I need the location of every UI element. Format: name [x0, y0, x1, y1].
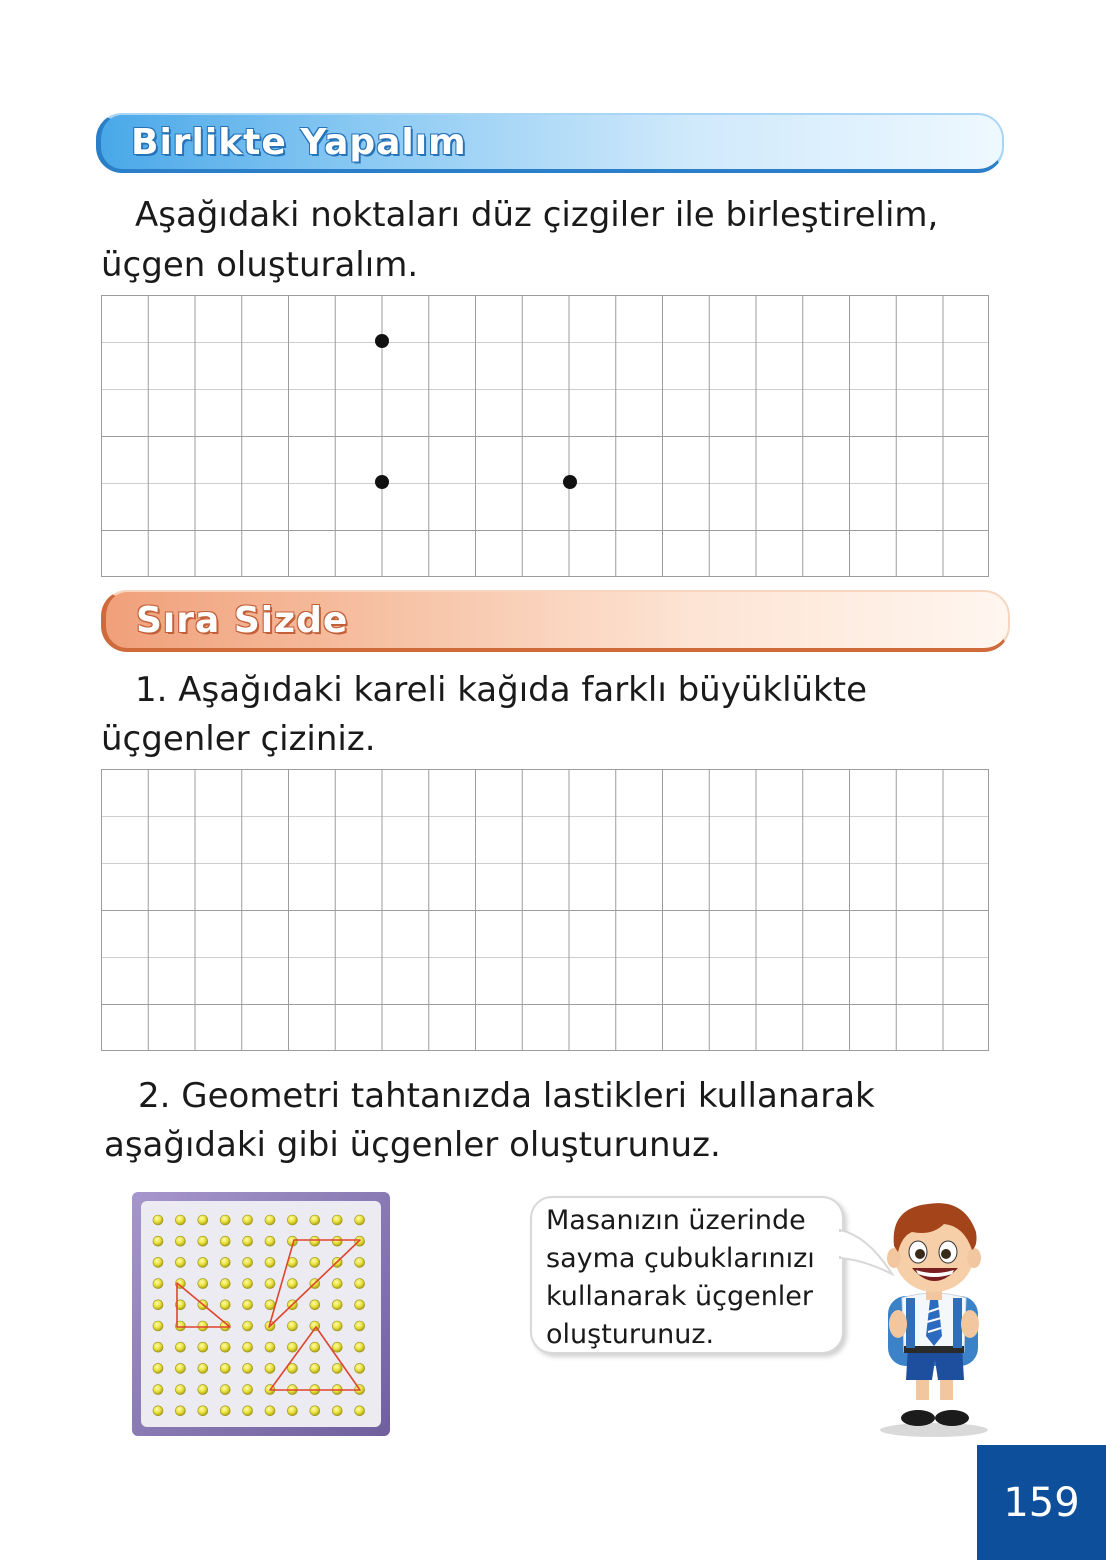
geoboard-peg: [310, 1257, 320, 1267]
geoboard-peg: [243, 1385, 253, 1395]
geoboard-peg: [310, 1300, 320, 1310]
geoboard-peg: [265, 1406, 275, 1416]
geoboard-image: [132, 1192, 392, 1438]
geoboard-peg: [332, 1236, 342, 1246]
geoboard-peg: [198, 1321, 208, 1331]
geoboard-peg: [175, 1215, 185, 1225]
geoboard-peg: [265, 1300, 275, 1310]
geoboard-peg: [332, 1363, 342, 1373]
geoboard-peg: [355, 1321, 365, 1331]
instruction-line-1: Aşağıdaki noktaları düz çizgiler ile birleştirelim,: [135, 195, 939, 235]
geoboard-peg: [153, 1406, 163, 1416]
geoboard-peg: [220, 1342, 230, 1352]
geoboard-peg: [355, 1363, 365, 1373]
dot-grid-paper: [101, 295, 989, 577]
geoboard-peg: [175, 1406, 185, 1416]
geoboard-peg: [243, 1342, 253, 1352]
geoboard-peg: [332, 1215, 342, 1225]
geoboard-peg: [175, 1236, 185, 1246]
geoboard-peg: [175, 1342, 185, 1352]
item2-line-2: aşağıdaki gibi üçgenler oluşturunuz.: [104, 1125, 721, 1165]
geoboard-peg: [153, 1215, 163, 1225]
geoboard-peg: [287, 1279, 297, 1289]
geoboard-peg: [310, 1363, 320, 1373]
geoboard-peg: [265, 1236, 275, 1246]
geoboard-peg: [220, 1236, 230, 1246]
speech-bubble: [530, 1196, 844, 1354]
geoboard-peg: [287, 1215, 297, 1225]
sira-sizde-banner: [101, 590, 1010, 652]
geoboard-peg: [332, 1406, 342, 1416]
geoboard-peg: [153, 1300, 163, 1310]
geoboard-peg: [332, 1342, 342, 1352]
geoboard-peg: [198, 1342, 208, 1352]
geoboard-peg: [220, 1363, 230, 1373]
geoboard-peg: [355, 1300, 365, 1310]
geoboard-peg: [355, 1257, 365, 1267]
geoboard-peg: [310, 1236, 320, 1246]
geoboard-peg: [265, 1215, 275, 1225]
geoboard-peg: [332, 1321, 342, 1331]
item1-line-2: üçgenler çiziniz.: [101, 719, 376, 759]
bubble-line-2: sayma çubuklarınızı: [546, 1243, 815, 1274]
geoboard-peg: [153, 1257, 163, 1267]
bubble-line-1: Masanızın üzerinde: [546, 1205, 806, 1236]
geoboard-peg: [287, 1321, 297, 1331]
geoboard-peg: [243, 1321, 253, 1331]
geoboard-peg: [220, 1300, 230, 1310]
geoboard-peg: [198, 1257, 208, 1267]
geoboard-peg: [310, 1215, 320, 1225]
geoboard-peg: [153, 1236, 163, 1246]
geoboard-peg: [175, 1363, 185, 1373]
geoboard-peg: [198, 1236, 208, 1246]
geoboard-peg: [198, 1215, 208, 1225]
geoboard-peg: [220, 1385, 230, 1395]
geoboard-peg: [220, 1257, 230, 1267]
geoboard-peg: [310, 1342, 320, 1352]
geoboard-peg: [355, 1279, 365, 1289]
geoboard-peg: [220, 1279, 230, 1289]
grid-dot: [375, 475, 389, 489]
geoboard-peg: [243, 1279, 253, 1289]
geoboard-peg: [175, 1257, 185, 1267]
geoboard-peg: [153, 1342, 163, 1352]
geoboard-peg: [243, 1236, 253, 1246]
geoboard-peg: [265, 1279, 275, 1289]
geoboard-peg: [265, 1342, 275, 1352]
birlikte-yapalim-banner: [96, 113, 1004, 173]
bubble-line-4: oluşturunuz.: [546, 1319, 715, 1350]
grid-dot: [563, 475, 577, 489]
geoboard-peg: [332, 1279, 342, 1289]
geoboard-peg: [243, 1257, 253, 1267]
instruction-line-2: üçgen oluşturalım.: [101, 245, 419, 285]
banner-title: Sıra Sizde: [136, 599, 349, 641]
item1-line-1: 1. Aşağıdaki kareli kağıda farklı büyüklükte: [135, 670, 867, 710]
geoboard-peg: [243, 1300, 253, 1310]
boy-character-illustration: [872, 1196, 992, 1438]
item2-line-1: 2. Geometri tahtanızda lastikleri kullanarak: [138, 1076, 875, 1116]
geoboard-peg: [355, 1342, 365, 1352]
geoboard-peg: [153, 1385, 163, 1395]
geoboard-peg: [310, 1406, 320, 1416]
geoboard-peg: [153, 1279, 163, 1289]
banner-title: Birlikte Yapalım: [131, 121, 467, 163]
geoboard-peg: [198, 1363, 208, 1373]
page-number: 159: [977, 1445, 1106, 1560]
squared-paper: [101, 769, 989, 1051]
geoboard-peg: [287, 1406, 297, 1416]
geoboard-peg: [175, 1385, 185, 1395]
geoboard-peg: [243, 1215, 253, 1225]
geoboard-peg: [265, 1257, 275, 1267]
geoboard-peg: [265, 1363, 275, 1373]
grid-dot: [375, 334, 389, 348]
geoboard-peg: [355, 1406, 365, 1416]
geoboard-peg: [153, 1321, 163, 1331]
geoboard-peg: [198, 1385, 208, 1395]
geoboard-peg: [220, 1406, 230, 1416]
geoboard-peg: [153, 1363, 163, 1373]
geoboard-peg: [355, 1215, 365, 1225]
geoboard-peg: [332, 1300, 342, 1310]
geoboard-peg: [198, 1406, 208, 1416]
geoboard-peg: [198, 1279, 208, 1289]
geoboard-peg: [243, 1363, 253, 1373]
geoboard-peg: [220, 1215, 230, 1225]
geoboard-peg: [243, 1406, 253, 1416]
geoboard-peg: [287, 1342, 297, 1352]
bubble-line-3: kullanarak üçgenler: [546, 1281, 814, 1312]
